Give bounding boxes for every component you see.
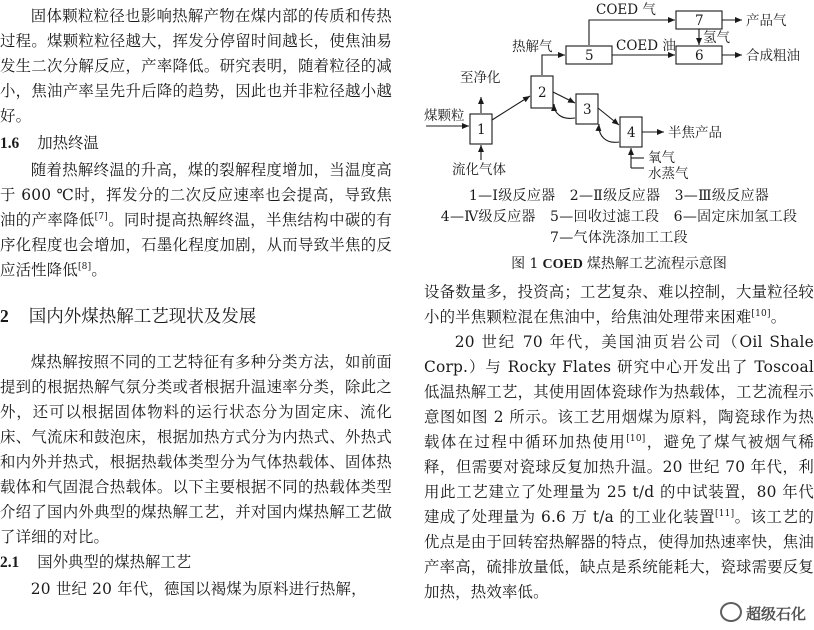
paragraph-germany: 20 世纪 20 年代，德国以褐煤为原料进行热解，: [30, 580, 367, 598]
paragraph-text: 。该工艺的优点是由于回转窑热解器的特点，使得加热速率快，焦油产率高，硫排放量低，缺点是系统能耗大，瓷球需要反复加热，热效率低。: [424, 508, 814, 601]
section-2-1-heading: [0, 550, 392, 575]
label-to-purify: 至净化: [460, 70, 501, 86]
citation-ref[interactable]: [7]: [94, 212, 109, 222]
box-label-5: 5: [585, 48, 594, 64]
paragraph-text: 设备数量多，投资高；工艺复杂、难以控制，大量粒径较小的半焦颗粒混在焦油中，给焦油处理带来困难: [424, 283, 814, 326]
coed-process-diagram: [424, 0, 814, 186]
figure-caption-coed: COED: [542, 257, 583, 272]
section-2-heading: [0, 304, 392, 330]
label-coal: 煤颗粒: [424, 108, 465, 124]
section-title: 国内外煤热解工艺现状及发展: [28, 307, 257, 327]
paragraph-final-temperature: [0, 158, 392, 283]
figure-caption: [424, 253, 814, 276]
box-label-1: 1: [477, 122, 486, 138]
citation-ref[interactable]: [8]: [77, 262, 92, 272]
paragraph-text: 20 世纪 70 年代，美国油页岩公司（Oil Shale Corp.）与 Rocky Flates 研究中心开发出了 Toscoal 低温热解工艺，其使用固体瓷球作为热载体，工艺流程示意图如图 2 所示。该工艺用烟煤为原料，陶瓷球作为热载体在过程中循环加热使用: [424, 333, 814, 451]
section-title: 国外典型的煤热解工艺: [37, 553, 192, 571]
right-column: [424, 0, 814, 605]
figure-number: 图 1: [511, 256, 539, 272]
citation-ref[interactable]: [10]: [751, 309, 771, 319]
figure-caption-text: 煤热解工艺流程示意图: [586, 256, 727, 272]
figure-legend-line-2: 4—Ⅳ级反应器 5—回收过滤工段 6—固定床加氢工段: [440, 209, 798, 225]
section-title: 加热终温: [37, 134, 99, 152]
citation-ref[interactable]: [10]: [626, 434, 646, 444]
section-number: 2.1: [0, 554, 20, 571]
figure-legend-line-3: 7—气体洗涤加工工段: [550, 230, 688, 246]
label-oxygen: 氧气: [648, 150, 675, 166]
label-char: 半焦产品: [668, 125, 722, 141]
label-fluid-gas: 流化气体: [452, 162, 506, 178]
watermark-text: 超级石化: [745, 605, 806, 623]
label-crude-oil: 合成粗油: [746, 48, 800, 64]
section-1-6-heading: [0, 131, 392, 156]
box-label-6: 6: [695, 48, 704, 64]
paragraph-text: 。同时提高热解终温，半焦结构中碳的有序化程度也会增加，石墨化程度加剧，从而导致半焦的反应活性降低: [0, 211, 393, 279]
paragraph-classification: 煤热解按照不同的工艺特征有多种分类方法，如前面提到的根据热解气氛分类或者根据升温速率分类，除此之外，还可以根据固体物料的运行状态分为固定床、流化床、气流床和鼓泡床，根据加热方式分为内热式、外热式和内外并热式，根据热载体类型分为气体热载体、固体热载体和气固混合热载体。以下主要根据不同的热载体类型介绍了国内外典型的煤热解工艺，并对国内煤热解工艺做了详细的对比。: [0, 353, 392, 546]
section-number: 2: [0, 306, 9, 326]
label-coed-gas: COED 气: [596, 2, 656, 18]
wechat-icon: [720, 602, 742, 622]
watermark: [720, 602, 806, 624]
figure-legend-line-1: 1—Ⅰ级反应器 2—Ⅱ级反应器 3—Ⅲ级反应器: [468, 188, 770, 204]
box-label-2: 2: [538, 85, 547, 101]
paragraph-text: 。: [770, 308, 787, 326]
box-label-4: 4: [627, 125, 636, 141]
citation-ref[interactable]: [11]: [715, 509, 735, 519]
label-steam: 水蒸气: [648, 166, 689, 182]
paragraph-text: 。: [91, 261, 107, 279]
left-column: [0, 0, 392, 602]
label-pyrolysis-gas: 热解气: [512, 39, 553, 55]
paragraph-text: 随着热解终温的升高，煤的裂解程度增加，当温度高于 600 ℃时，挥发分的二次反应速率也会提高，导致焦油的产率降低: [0, 161, 392, 229]
paragraph-particle-size: 固体颗粒粒径也影响热解产物在煤内部的传质和传热过程。煤颗粒粒径越大，挥发分停留时间越长，使焦油易发生二次分解反应，产率降低。研究表明，随着粒径的减小，焦油产率呈先升后降的趋势，因此也并非粒径越小越好。: [0, 7, 392, 125]
section-number: 1.6: [0, 135, 20, 152]
paragraph-drawbacks: [424, 280, 814, 330]
label-coed-oil: COED 油: [616, 38, 676, 54]
label-product-gas: 产品气: [746, 13, 787, 29]
box-label-7: 7: [695, 13, 704, 29]
label-hydrogen: 氢气: [703, 30, 730, 46]
paragraph-toscoal: [424, 330, 814, 605]
box-label-3: 3: [583, 102, 592, 118]
paragraph-text: ，避免了煤气被烟气稀释，但需要对瓷球反复加热升温。20 世纪 70 年代，利用此工艺建立了处理量为 25 t/d 的中试装置，80 年代建成了处理量为 6.6 万 t/a 的工业化装置: [424, 433, 814, 526]
